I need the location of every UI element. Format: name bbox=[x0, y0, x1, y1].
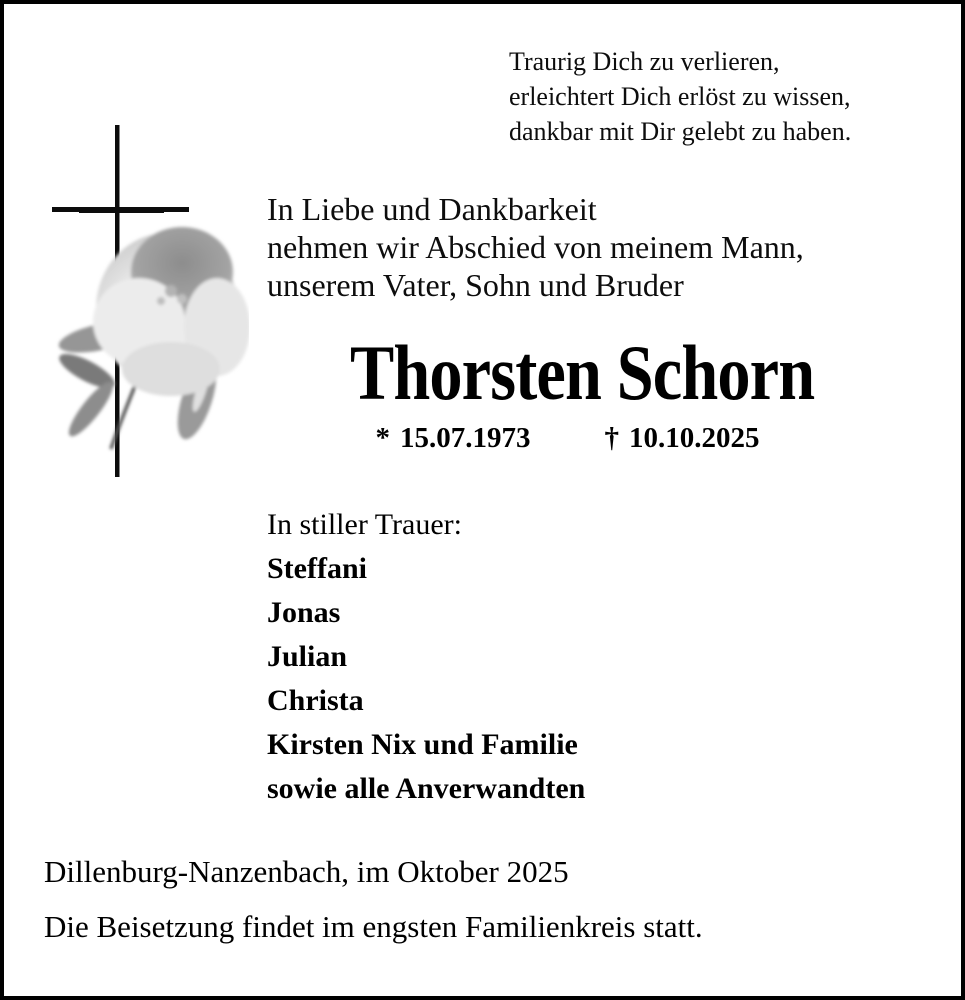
death-date: † 10.10.2025 bbox=[604, 422, 760, 454]
intro-line: In Liebe und Dankbarkeit bbox=[267, 191, 597, 227]
mourner-name: Christa bbox=[267, 684, 364, 717]
cross-and-rose-icon bbox=[49, 119, 249, 481]
life-dates bbox=[239, 422, 896, 455]
birth-date: * 15.07.1973 bbox=[375, 422, 531, 454]
intro-line: nehmen wir Abschied von meinem Mann, bbox=[267, 229, 804, 265]
mourners-heading: In stiller Trauer: bbox=[267, 508, 462, 541]
rose-icon bbox=[55, 227, 249, 449]
intro-text bbox=[267, 190, 804, 304]
epigraph-line: erleichtert Dich erlöst zu wissen, bbox=[509, 82, 851, 111]
epigraph-verse bbox=[509, 44, 851, 149]
burial-notice-line: Die Beisetzung findet im engsten Familienkreis statt. bbox=[44, 909, 703, 944]
mourner-name: Jonas bbox=[267, 596, 341, 629]
place-date-line: Dillenburg-Nanzenbach, im Oktober 2025 bbox=[44, 854, 569, 889]
death-dagger-icon: † bbox=[604, 422, 619, 454]
epigraph-line: dankbar mit Dir gelebt zu haben. bbox=[509, 117, 852, 146]
mourner-name: sowie alle Anverwandten bbox=[267, 772, 586, 805]
deceased-name: Thorsten Schorn bbox=[350, 329, 815, 416]
mourners-block bbox=[267, 503, 585, 811]
mourner-name: Steffani bbox=[267, 552, 367, 585]
mourner-name: Kirsten Nix und Familie bbox=[267, 728, 578, 761]
mourner-name: Julian bbox=[267, 640, 348, 673]
intro-line: unserem Vater, Sohn und Bruder bbox=[267, 267, 684, 303]
epigraph-line: Traurig Dich zu verlieren, bbox=[509, 47, 780, 76]
birth-star-symbol: * bbox=[375, 422, 390, 454]
